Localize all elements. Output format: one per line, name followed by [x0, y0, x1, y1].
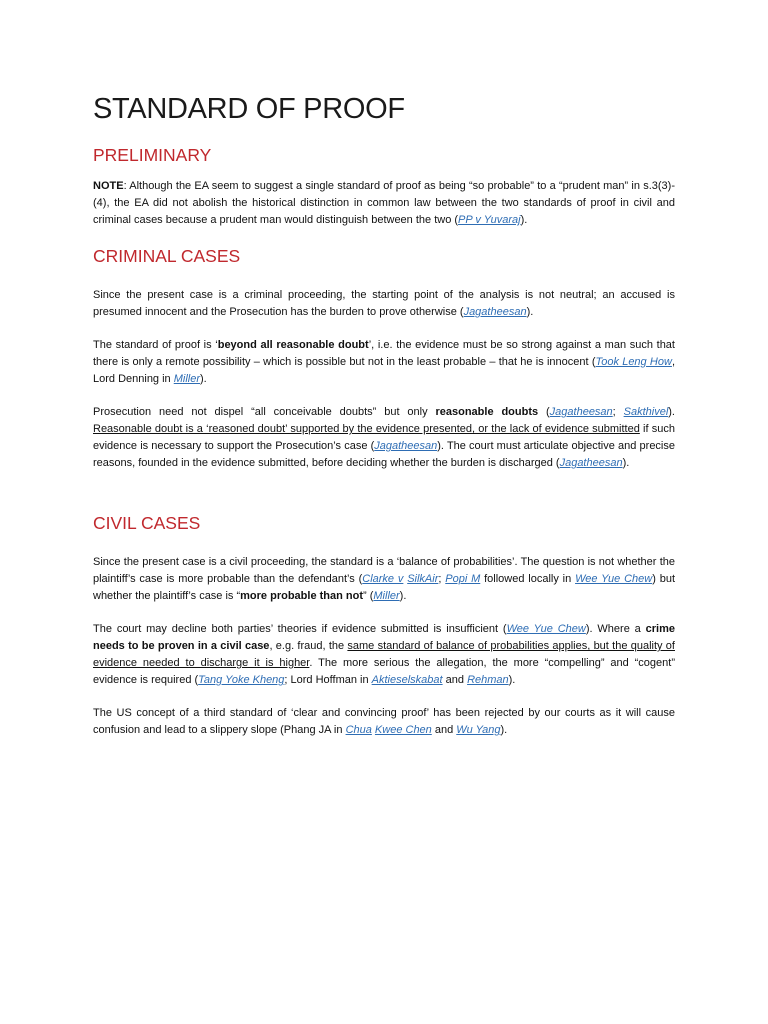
- text-run: ).: [399, 590, 407, 602]
- case-link-jagatheesan[interactable]: Jagatheesan: [463, 306, 527, 318]
- case-link-chua[interactable]: Chua: [345, 724, 372, 736]
- note-label: NOTE: [93, 180, 124, 192]
- case-link-clarke-v[interactable]: Clarke v: [362, 573, 404, 585]
- text-run: ; Lord Hoffman in: [284, 674, 372, 686]
- text-run: ).: [200, 373, 207, 385]
- text-run: ). The court must articulate objective and precise reasons, founded in the evidence submitted, before deciding whether the burden is discharged (: [93, 440, 675, 469]
- case-link-popi-m[interactable]: Popi M: [445, 573, 481, 585]
- heading-preliminary: PRELIMINARY: [93, 145, 212, 165]
- text-run: Since the present case is a civil proceeding, the standard is a ‘balance of probabilities’. The question is not whether the plaintiff’s case is more probable than the defendant’s (: [93, 556, 675, 585]
- bold-term: more probable than not: [240, 590, 363, 602]
- text-run: (: [538, 406, 550, 418]
- text-run: ) but whether the plaintiff’s case is “: [93, 573, 675, 602]
- case-link-silkair[interactable]: SilkAir: [407, 573, 439, 585]
- text-run: and: [431, 724, 457, 736]
- text-run: ’, i.e. the evidence must be so strong against a man such that there is only a remote possibility – which is possible but not in the least probable – that he is innocent (: [93, 339, 675, 368]
- text-run: ).: [520, 214, 528, 226]
- text-run: ).: [526, 306, 534, 318]
- paragraph-criminal-3: [93, 404, 675, 472]
- case-link-jagatheesan[interactable]: Jagatheesan: [549, 406, 613, 418]
- paragraph-civil-2: [93, 621, 675, 689]
- text-run: , Lord Denning in: [93, 356, 675, 385]
- text-run: The standard of proof is ‘: [93, 339, 218, 351]
- paragraph-criminal-1: [93, 287, 675, 321]
- text-run: : Although the EA seem to suggest a single standard of proof as being “so probable” to a “prudent man” in s.3(3)-(4), the EA did not abolish the historical distinction in common law between the two standards of proof in civil and criminal cases because a prudent man would distinguish between the two (: [93, 180, 675, 226]
- text-run: ).: [508, 674, 516, 686]
- text-run: ).: [622, 457, 630, 469]
- text-run: ;: [438, 573, 446, 585]
- underlined-text: same standard of balance of probabilities applies, but the quality of evidence needed to discharge it is higher: [93, 640, 675, 669]
- case-link-wee-yue-chew[interactable]: Wee Yue Chew: [575, 573, 653, 585]
- paragraph-note: [93, 178, 675, 229]
- text-run: ).: [668, 406, 675, 418]
- case-link-rehman[interactable]: Rehman: [467, 674, 509, 686]
- text-run: . The more serious the allegation, the more “compelling” and “cogent” evidence is required (: [93, 657, 675, 686]
- case-link-jagatheesan[interactable]: Jagatheesan: [559, 457, 623, 469]
- text-run: followed locally in: [480, 573, 576, 585]
- case-link-wu-yang[interactable]: Wu Yang: [456, 724, 501, 736]
- heading-civil-cases: CIVIL CASES: [93, 513, 201, 533]
- case-link-kwee-chen[interactable]: Kwee Chen: [374, 724, 432, 736]
- text-run: Since the present case is a criminal proceeding, the starting point of the analysis is not neutral; an accused is presumed innocent and the Prosecution has the burden to prove otherwise (: [93, 289, 675, 318]
- underlined-text: Reasonable doubt is a ‘reasoned doubt’ supported by the evidence presented, or the lack of evidence submitted: [93, 423, 640, 435]
- text-run: ;: [612, 406, 624, 418]
- text-run: ” (: [363, 590, 374, 602]
- heading-criminal-cases: CRIMINAL CASES: [93, 246, 241, 266]
- case-link-took-leng-how[interactable]: Took Leng How: [595, 356, 672, 368]
- case-link-tang-yoke-kheng[interactable]: Tang Yoke Kheng: [198, 674, 285, 686]
- paragraph-civil-3: [93, 705, 675, 739]
- text-run: The US concept of a third standard of ‘clear and convincing proof’ has been rejected by our courts as it will cause confusion and lead to a slippery slope (Phang JA in: [93, 707, 675, 736]
- case-link-miller[interactable]: Miller: [373, 590, 400, 602]
- paragraph-civil-1: [93, 554, 675, 605]
- page-title: STANDARD OF PROOF: [93, 93, 405, 125]
- text-run: The court may decline both parties’ theories if evidence submitted is insufficient (: [93, 623, 507, 635]
- case-link-wee-yue-chew[interactable]: Wee Yue Chew: [506, 623, 586, 635]
- text-run: and: [442, 674, 468, 686]
- text-run: ).: [500, 724, 508, 736]
- bold-term: reasonable doubts: [435, 406, 539, 418]
- bold-term: beyond all reasonable doubt: [217, 339, 369, 351]
- text-run: Prosecution need not dispel “all conceivable doubts” but only: [93, 406, 436, 418]
- text-run: if such evidence is necessary to support the Prosecution’s case (: [93, 423, 675, 452]
- text-run: , e.g. fraud, the: [269, 640, 348, 652]
- document-body: [93, 92, 675, 739]
- case-link-jagatheesan[interactable]: Jagatheesan: [374, 440, 438, 452]
- bold-term: crime needs to be proven in a civil case: [93, 623, 676, 652]
- case-link-pp-v-yuvaraj[interactable]: PP v Yuvaraj: [458, 214, 521, 226]
- case-link-sakthivel[interactable]: Sakthivel: [623, 406, 669, 418]
- paragraph-criminal-2: [93, 337, 675, 388]
- text-run: ). Where a: [585, 623, 646, 635]
- case-link-aktieselskabat[interactable]: Aktieselskabat: [371, 674, 443, 686]
- case-link-miller[interactable]: Miller: [173, 373, 201, 385]
